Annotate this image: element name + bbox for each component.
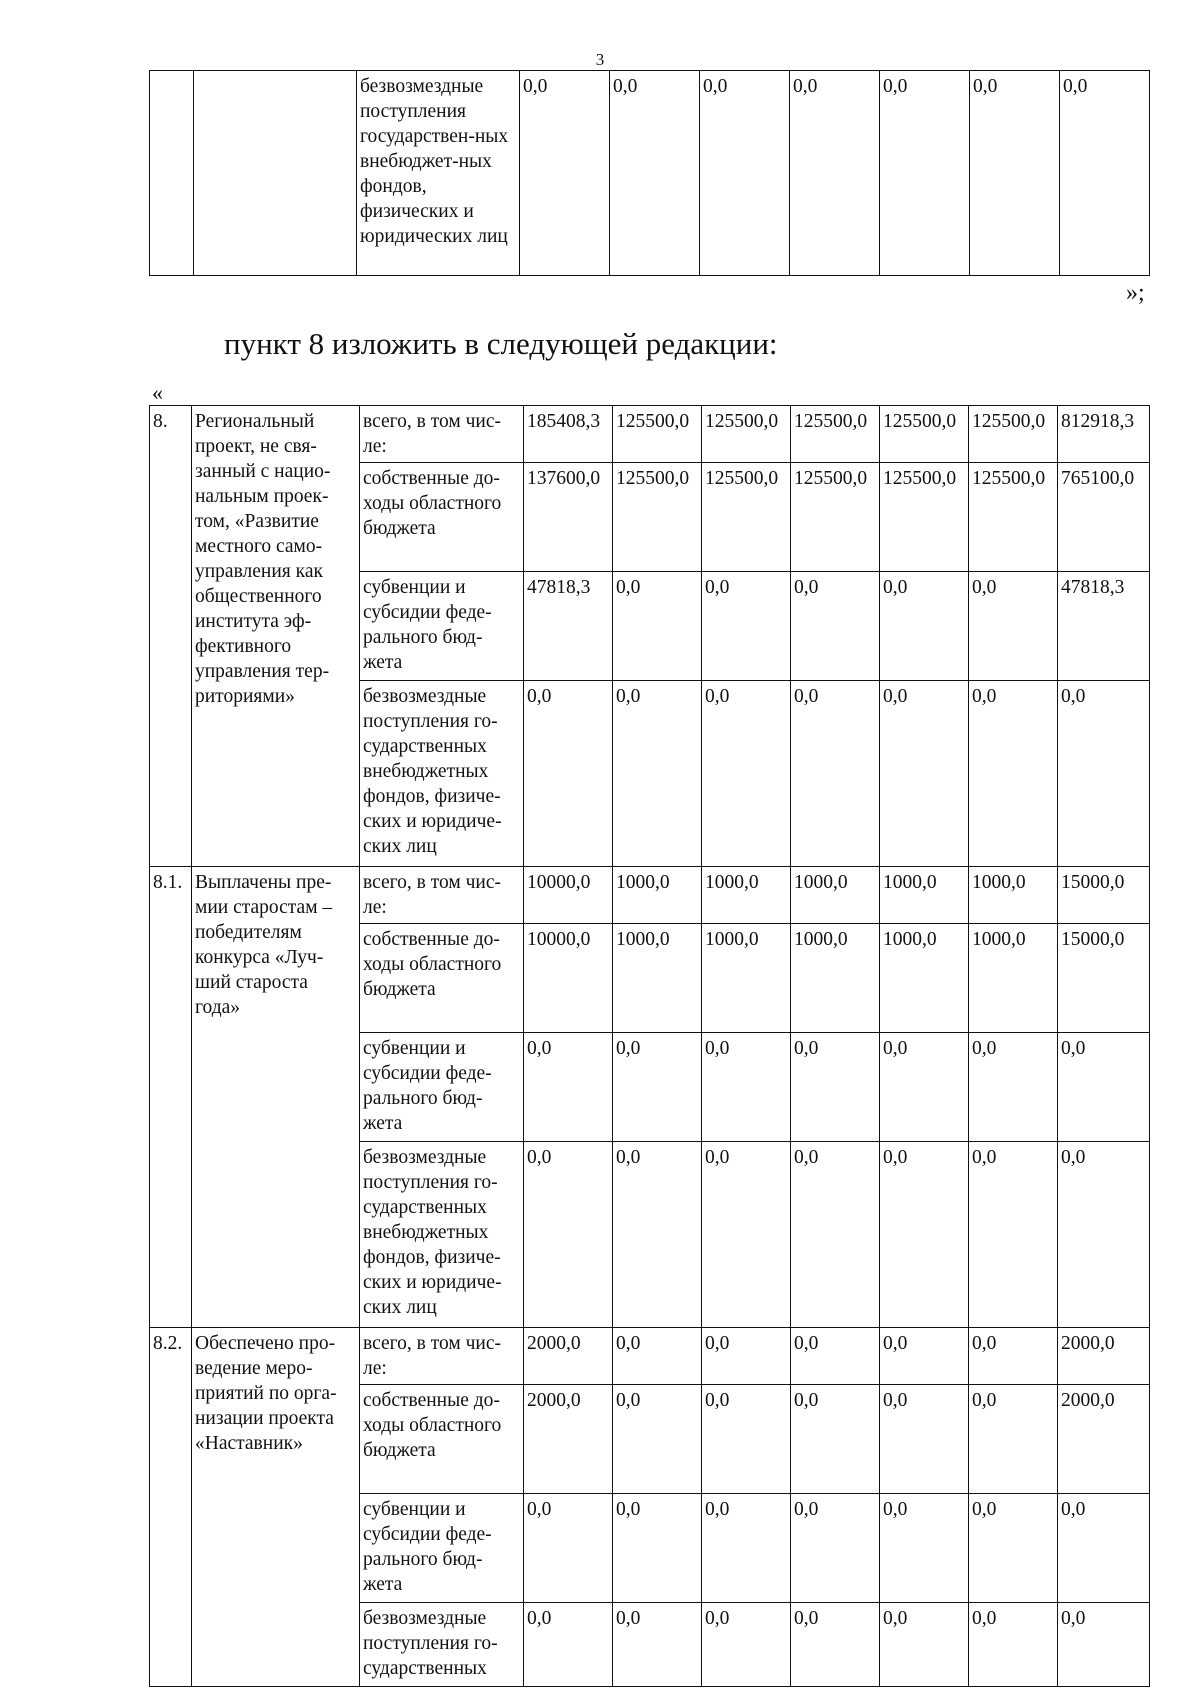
value-cell: 0,0 [880,71,970,276]
value-cell: 0,0 [702,1142,791,1328]
row-label: собственные до-ходы областного бюджета [360,924,524,1033]
total-cell: 765100,0 [1058,463,1150,572]
value-cell: 0,0 [524,1494,613,1603]
value-cell: 0,0 [1060,71,1150,276]
value-cell: 0,0 [970,71,1060,276]
value-cell: 0,0 [702,1328,791,1385]
value-cell: 0,0 [969,1603,1058,1687]
row-label: собственные до-ходы областного бюджета [360,463,524,572]
value-cell: 0,0 [613,1494,702,1603]
value-cell: 0,0 [791,572,880,681]
value-cell: 125500,0 [702,406,791,463]
table-row [150,1328,1150,1385]
value-cell: 0,0 [702,1385,791,1494]
value-cell: 0,0 [791,1385,880,1494]
value-cell: 0,0 [613,572,702,681]
value-cell: 0,0 [610,71,700,276]
value-cell: 0,0 [969,572,1058,681]
number-cell [150,71,194,276]
total-cell: 0,0 [1058,681,1150,867]
total-cell: 2000,0 [1058,1385,1150,1494]
row-label: всего, в том чис-ле: [360,867,524,924]
table-row [150,867,1150,924]
value-cell: 125500,0 [791,406,880,463]
value-cell: 0,0 [613,1385,702,1494]
value-cell: 125500,0 [969,463,1058,572]
value-cell: 1000,0 [969,867,1058,924]
closing-quote: »; [1126,280,1145,306]
value-cell: 0,0 [524,681,613,867]
item-number: 8.1. [150,867,192,1328]
value-cell: 0,0 [791,1033,880,1142]
value-cell: 0,0 [880,681,969,867]
total-cell: 47818,3 [1058,572,1150,681]
value-cell: 0,0 [790,71,880,276]
value-cell: 10000,0 [524,924,613,1033]
row-label: безвозмездные поступления го-сударственных [360,1603,524,1687]
value-cell: 0,0 [880,1142,969,1328]
budget-table [149,405,1150,1687]
table-row [150,71,1150,276]
item-number: 8.2. [150,1328,192,1687]
value-cell: 10000,0 [524,867,613,924]
value-cell: 0,0 [880,1328,969,1385]
value-cell: 0,0 [520,71,610,276]
value-cell: 0,0 [613,1603,702,1687]
value-cell: 1000,0 [880,867,969,924]
total-cell: 0,0 [1058,1494,1150,1603]
total-cell: 0,0 [1058,1603,1150,1687]
row-label: субвенции и субсидии феде-рального бюд-жета [360,1494,524,1603]
value-cell: 125500,0 [880,463,969,572]
value-cell: 0,0 [524,1142,613,1328]
value-cell: 0,0 [613,1033,702,1142]
total-cell: 2000,0 [1058,1328,1150,1385]
value-cell: 0,0 [969,1033,1058,1142]
value-cell: 47818,3 [524,572,613,681]
row-label: безвозмездные поступления го-сударственных внебюджетных фондов, физиче-ских и юридиче-ских лиц [360,681,524,867]
value-cell: 0,0 [702,1494,791,1603]
item-title: Выплачены пре-мии старостам – победителям конкурса «Луч-ший староста года» [192,867,360,1328]
value-cell: 0,0 [613,681,702,867]
value-cell: 1000,0 [613,867,702,924]
title-cell [194,71,357,276]
value-cell: 1000,0 [791,924,880,1033]
value-cell: 0,0 [791,681,880,867]
value-cell: 125500,0 [969,406,1058,463]
top-table-fragment [149,70,1150,276]
row-label: субвенции и субсидии феде-рального бюд-жета [360,572,524,681]
page-number: 3 [595,50,605,69]
value-cell: 0,0 [880,1603,969,1687]
value-cell: 1000,0 [880,924,969,1033]
value-cell: 2000,0 [524,1328,613,1385]
value-cell: 1000,0 [969,924,1058,1033]
row-label: субвенции и субсидии феде-рального бюд-жета [360,1033,524,1142]
value-cell: 0,0 [880,572,969,681]
total-cell: 0,0 [1058,1033,1150,1142]
row-label: всего, в том чис-ле: [360,406,524,463]
value-cell: 0,0 [880,1385,969,1494]
value-cell: 1000,0 [613,924,702,1033]
value-cell: 125500,0 [880,406,969,463]
total-cell: 812918,3 [1058,406,1150,463]
value-cell: 0,0 [702,572,791,681]
value-cell: 1000,0 [791,867,880,924]
row-label: всего, в том чис-ле: [360,1328,524,1385]
value-cell: 0,0 [880,1033,969,1142]
value-cell: 0,0 [791,1494,880,1603]
opening-quote: « [152,380,163,405]
value-cell: 125500,0 [613,463,702,572]
value-cell: 0,0 [702,1603,791,1687]
value-cell: 125500,0 [791,463,880,572]
value-cell: 1000,0 [702,924,791,1033]
row-label: собственные до-ходы областного бюджета [360,1385,524,1494]
amendment-instruction: пункт 8 изложить в следующей редакции: [224,326,778,361]
value-cell: 0,0 [702,1033,791,1142]
value-cell: 0,0 [969,1142,1058,1328]
value-cell: 125500,0 [613,406,702,463]
value-cell: 0,0 [700,71,790,276]
table-row [150,406,1150,463]
value-cell: 0,0 [791,1142,880,1328]
row-label: безвозмездные поступления государствен-ных внебюджет-ных фондов, физических и юридических лиц [357,71,520,276]
value-cell: 0,0 [969,1494,1058,1603]
value-cell: 137600,0 [524,463,613,572]
item-number: 8. [150,406,192,867]
value-cell: 0,0 [969,1385,1058,1494]
value-cell: 0,0 [702,681,791,867]
value-cell: 0,0 [613,1328,702,1385]
value-cell: 0,0 [969,681,1058,867]
value-cell: 0,0 [791,1603,880,1687]
value-cell: 2000,0 [524,1385,613,1494]
total-cell: 15000,0 [1058,867,1150,924]
value-cell: 1000,0 [702,867,791,924]
value-cell: 185408,3 [524,406,613,463]
value-cell: 125500,0 [702,463,791,572]
item-title: Региональный проект, не свя-занный с нацио-нальным проек-том, «Развитие местного само-управления как общественного института эф-фективного управления тер-риториями» [192,406,360,867]
value-cell: 0,0 [524,1603,613,1687]
total-cell: 0,0 [1058,1142,1150,1328]
value-cell: 0,0 [613,1142,702,1328]
value-cell: 0,0 [880,1494,969,1603]
value-cell: 0,0 [969,1328,1058,1385]
value-cell: 0,0 [524,1033,613,1142]
value-cell: 0,0 [791,1328,880,1385]
item-title: Обеспечено про-ведение меро-приятий по орга-низации проекта «Наставник» [192,1328,360,1687]
row-label: безвозмездные поступления го-сударственных внебюджетных фондов, физиче-ских и юридиче-ских лиц [360,1142,524,1328]
total-cell: 15000,0 [1058,924,1150,1033]
